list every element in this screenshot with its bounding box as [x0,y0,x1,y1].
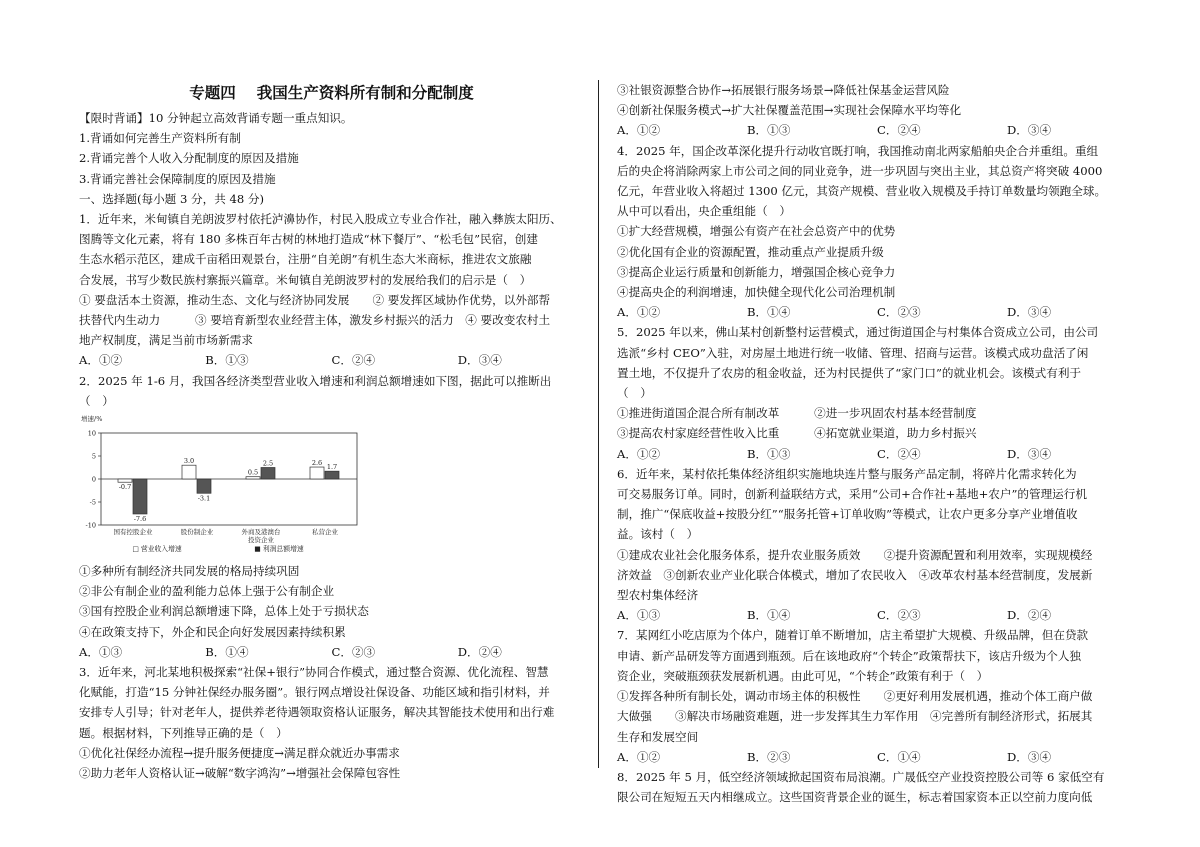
chart-bar-profit [325,471,339,479]
q7-options [617,747,1137,767]
chart-data-label: 3.0 [183,457,195,466]
q3-block [79,662,584,783]
chart-bar-profit [197,479,211,493]
chart-legend-revenue: □ 营业收入增速 [132,545,182,554]
q2-options [79,642,584,662]
chart-bar-revenue [182,465,196,479]
intro-line-5: 一、选择题(每小题 3 分，共 48 分) [79,191,265,206]
chart-data-label: 2.5 [262,459,274,468]
q4-line-6: ②优化国有企业的资源配置，推动重点产业提质升级 [617,244,884,259]
intro-line-1: 【限时背诵】10 分钟起立高效背诵专题一重点知识。 [79,111,353,125]
q4-line-7: ③提高企业运行质量和创新能力，增强国企核心竞争力 [617,264,896,279]
q2-choice-4: ④在政策支持下，外企和民企向好发展因素持续积累 [79,624,346,639]
intro-line-6: 1．近年来，米甸镇自羌朗波罗村依托泸濞协作，村民入股成立专业合作社，融入彝族太阳历、 [79,212,562,227]
q1-option-d[interactable]: D．③④ [457,353,502,368]
q3-option-a[interactable]: A．①② [617,123,661,138]
q4-line-1: 4．2025 年，国企改革深化提升行动收官既打响，我国推动南北两家船舶央企合并重组。重组 [617,143,1099,158]
q5-line-1: 5．2025 年以来，佛山某村创新整村运营模式，通过街道国企与村集体合资成立公司，由公司 [617,325,1099,340]
column-divider [598,80,599,768]
q4-line-2: 后的央企将消除两家上市公司之间的同业竞争，进一步巩固与突出主业，其总资产将突破 4000 [617,163,1103,178]
q7-line-2: 申请、新产品研发等方面遇到瓶颈。后在该地政府“个转企”政策帮扶下，该店升级为个人独 [617,648,1082,663]
q7-option-a[interactable]: A．①② [617,749,661,764]
right-column [617,80,1137,807]
q5-option-c[interactable]: C．②④ [877,446,921,461]
intro-line-9: 合发展，书写少数民族村寨振兴篇章。米甸镇自羌朗波罗村的发展给我们的启示是（ ） [79,272,532,287]
chart-bar-profit [133,479,147,514]
q7-line-3: 资企业，突破瓶颈获发展新机遇。由此可见，“个转企”政策有利于（ ） [617,668,989,683]
q3-line-4: 题。根据材料，下列推导正确的是（ ） [79,725,288,740]
q5-option-d[interactable]: D．③④ [1007,446,1052,461]
q5-block [617,322,1137,443]
q7-block [617,625,1137,746]
intro-line-11: 扶替代内生动力 ③ 要培育新型农业经营主体，激发乡村振兴的活力 ④ 要改变农村土 [79,313,551,328]
intro-line-10: ① 要盘活本土资源，推动生态、文化与经济协同发展 ② 要发挥区域协作优势，以外部帮 [79,292,551,307]
q6-option-c[interactable]: C．②③ [877,608,921,623]
chart-data-label: 2.6 [311,459,323,468]
q2-option-b[interactable]: B．①④ [205,644,249,659]
q2-choice-3: ③国有控股企业利润总额增速下降，总体上处于亏损状态 [79,604,369,619]
q7-line-5: 大做强 ③解决市场融资难题，进一步发挥其生力军作用 ④完善所有制经济形式，拓展其 [617,709,1093,724]
chart-bar-revenue [246,477,260,479]
chart-bar-profit [261,468,275,480]
q3-option-d[interactable]: D．③④ [1007,123,1052,138]
q6-option-a[interactable]: A．①③ [617,608,661,623]
q2-stem-line-2: （ ） [79,393,114,408]
intro-and-q1 [79,108,584,350]
q4-option-a[interactable]: A．①② [617,305,661,320]
q5-options [617,444,1137,464]
q4-option-b[interactable]: B．①④ [747,305,791,320]
q6-block [617,464,1137,605]
q3-options [617,120,1137,140]
intro-line-2: 1.背诵如何完善生产资料所有制 [79,131,241,146]
intro-line-3: 2.背诵完善个人收入分配制度的原因及措施 [79,151,299,166]
q5-line-2: 选派“乡村 CEO”入驻，对房屋土地进行统一收储、管理、招商与运营。该模式成功盘活了闲 [617,345,1089,360]
intro-line-4: 3.背诵完善社会保障制度的原因及措施 [79,171,276,186]
q3-option-b[interactable]: B．①③ [747,123,791,138]
q6-line-7: 型农村集体经济 [617,588,699,603]
chart-data-label: -7.6 [133,515,147,524]
q2-option-a[interactable]: A．①③ [79,644,123,659]
q2-stem-line-1: 2．2025 年 1-6 月，我国各经济类型营业收入增速和利润总额增速如下图，据此可以推断出 [79,373,552,388]
q3-line-3: 安排专人引导；针对老年人，提供养老待遇领取资格认证服务，解决其智能技术使用和出行难 [79,705,555,720]
chart-bar-revenue [310,467,324,479]
q4-block [617,141,1137,303]
q3-tail-line-1: ③社银资源整合协作→拓展银行服务场景→降低社保基金运营风险 [617,83,950,97]
left-column [79,80,584,783]
chart-y-tick-label: 10 [87,429,96,438]
chart-y-tick-label: 0 [91,475,96,484]
q1-option-a[interactable]: A．①② [79,353,123,368]
q4-option-d[interactable]: D．③④ [1007,305,1052,320]
q3-option-c[interactable]: C．②④ [877,123,921,138]
q6-line-3: 制，推广“保底收益+按股分红”“服务托管+订单收购”等模式，让农户更多分享产业增值收 [617,507,1078,522]
chart-category-label: 私营企业 [312,528,338,537]
chart-data-label: -3.1 [197,494,211,503]
q2-option-c[interactable]: C．②③ [331,644,376,659]
chart-category-label: 外商及港澳台 [241,528,281,537]
q3-tail [617,80,1137,120]
intro-line-8: 生态水稻示范区，建成千亩稻田观景台，注册“自羌朗”有机生态大米商标，推进农文旅融 [79,252,532,267]
q5-option-a[interactable]: A．①② [617,446,661,461]
q6-line-4: 益。该村（ ） [617,527,699,542]
q5-line-5: ①推进街道国企混合所有制改革 ②进一步巩固农村基本经营制度 [617,406,977,421]
chart-bar-revenue [118,479,132,482]
chart-data-label: 1.7 [326,463,338,472]
bar-chart [79,413,379,561]
q5-line-6: ③提高农村家庭经营性收入比重 ④拓宽就业渠道，助力乡村振兴 [617,426,977,441]
q1-option-c[interactable]: C．②④ [331,353,376,368]
page-title: 专题四 我国生产资料所有制和分配制度 [189,83,474,102]
chart-category-sublabel: 投资企业 [248,536,274,545]
q2-option-d[interactable]: D．②④ [457,644,502,659]
chart-y-tick-label: 5 [91,452,96,461]
q4-line-4: 从中可以看出，央企重组能（ ） [617,204,791,219]
q7-line-4: ①发挥各种所有制长处，调动市场主体的积极性 ②更好利用发展机遇，推动个体工商户做 [617,689,1093,704]
q4-line-3: 亿元，年营业收入将超过 1300 亿元，其资产规模、营业收入规模及手持订单数量均领跑全球。 [617,184,1107,199]
q4-options [617,302,1137,322]
q4-option-c[interactable]: C．②③ [877,305,921,320]
q6-line-6: 济效益 ③创新农业产业化联合体模式，增加了农民收入 ④改革农村基本经营制度，发展新 [617,567,1093,582]
chart-y-tick-label: -5 [89,498,96,507]
q3-line-6: ②助力老年人资格认证→破解“数字鸿沟”→增强社会保障包容性 [79,766,401,781]
chart-y-tick-label: -10 [85,521,96,530]
q5-option-b[interactable]: B．①③ [747,446,791,461]
q3-line-1: 3．近年来，河北某地积极探索“社保+银行”协同合作模式，通过整合资源、优化流程、智慧 [79,665,549,680]
q7-option-c[interactable]: C．①④ [877,749,921,764]
intro-line-12: 地产权制度，满足当前市场新需求 [79,333,253,348]
q6-option-d[interactable]: D．②④ [1007,608,1052,623]
q7-line-1: 7．某网红小吃店原为个体户，随着订单不断增加，店主希望扩大规模、升级品牌，但在贷款 [617,628,1089,643]
chart-data-label: -0.7 [118,483,132,492]
q4-line-8: ④提高央企的利润增速，加快健全现代化公司治理机制 [617,285,896,300]
q5-line-3: 置土地，不仅提升了农房的租金收益，还为村民提供了“家门口”的就业机会。该模式有利于 [617,365,1082,380]
q3-line-5: ①优化社保经办流程→提升服务便捷度→满足群众就近办事需求 [79,745,400,760]
q6-line-5: ①建成农业社会化服务体系，提升农业服务质效 ②提升资源配置和利用效率，实现规模经 [617,547,1093,562]
q2-chart [79,413,584,561]
q3-tail-line-2: ④创新社保服务模式→扩大社保覆盖范围→实现社会保障水平均等化 [617,103,962,118]
q7-option-b[interactable]: B．②③ [747,749,791,764]
chart-data-label: 0.5 [247,468,259,477]
q1-options [79,350,584,370]
q3-line-2: 化赋能，打造“15 分钟社保经办服务圈”。银行网点增设社保设备、功能区域和指引材料，并 [79,685,550,700]
q7-option-d[interactable]: D．③④ [1007,749,1052,764]
chart-category-label: 股份制企业 [180,528,214,537]
q4-line-5: ①扩大经营规模，增强公有资产在社会总资产中的优势 [617,224,896,239]
q6-line-1: 6．近年来，某村依托集体经济组织实施地块连片整与服务产品定制，将碎片化需求转化为 [617,466,1077,481]
q6-line-2: 可交易服务订单。同时，创新利益联结方式，采用“公司+合作社+基地+农户”的管理运行机 [617,487,1087,502]
chart-category-label: 国有控股企业 [113,528,153,537]
q6-options [617,605,1137,625]
q8-line-1: 8．2025 年 5 月，低空经济领域掀起国资布局浪潮。广晟低空产业投资控股公司等 6 家低空有 [617,769,1105,784]
intro-line-7: 图腾等文化元素，将有 180 多株百年古树的林地打造成“林下餐厅”、“松毛包”民宿，创建 [79,232,538,247]
q2-choice-1: ①多种所有制经济共同发展的格局持续巩固 [79,564,300,579]
q7-line-6: 生存和发展空间 [617,729,699,744]
q5-line-4: （ ） [617,386,652,401]
q1-option-b[interactable]: B．①③ [205,353,249,368]
q8-line-2: 限公司在短短五天内相继成立。这些国资背景企业的诞生，标志着国家资本正以空前力度向低 [617,790,1093,805]
q6-option-b[interactable]: B．①④ [747,608,791,623]
chart-y-label: 增速/% [81,415,103,424]
chart-legend-profit: ■ 利润总额增速 [254,545,304,554]
q8-block [617,767,1137,807]
q2-choice-2: ②非公有制企业的盈利能力总体上强于公有制企业 [79,584,335,599]
